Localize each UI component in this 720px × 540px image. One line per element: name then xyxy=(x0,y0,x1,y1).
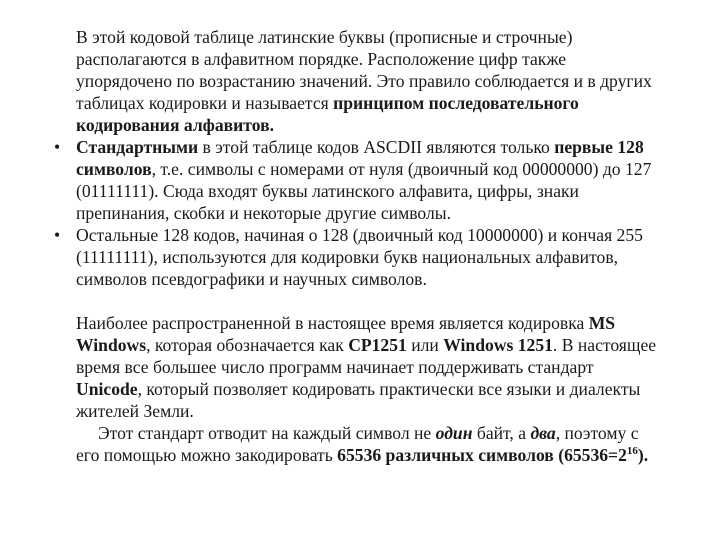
para2-text-1: Наиболее распространенной в настоящее время является кодировка xyxy=(76,313,589,333)
para2-text-2: , которая обозначается как xyxy=(146,335,349,355)
bullet-icon: • xyxy=(54,137,61,157)
encoding-paragraph xyxy=(50,312,660,422)
list-item xyxy=(50,224,660,290)
bullet1-bold-2: первые 128 символов xyxy=(76,137,644,179)
bullet-list xyxy=(50,136,660,290)
para2-text-3: или xyxy=(406,335,444,355)
para3-text-1: Этот стандарт отводит на каждый символ не xyxy=(98,423,436,443)
para3-superscript: 16 xyxy=(626,445,638,458)
bullet1-text-2: , т.е. символы с номерами от нуля (двоичный код 00000000) до 127 (01111111). Сюда входят буквы латинского алфавита, цифры, знаки препинания, скобки и некоторые другие символы. xyxy=(76,159,652,223)
para2-bold-unicode: Unicode xyxy=(76,379,138,399)
para2-bold-ms-windows: MS Windows xyxy=(76,313,616,355)
paragraph-spacer xyxy=(50,290,660,312)
para3-bold-65536: 65536 различных символов (65536=2 xyxy=(337,445,627,465)
intro-text: В этой кодовой таблице латинские буквы (прописные и строчные) располагаются в алфавитном порядке. Расположение цифр также упорядочено по возрастанию значений. Это правило соблюдается и в других таблицах кодировки и называется xyxy=(76,27,652,113)
document-page xyxy=(50,26,660,466)
para3-text-2: байт, а xyxy=(472,423,531,443)
bullet1-bold-1: Стандартными xyxy=(76,137,199,157)
para2-text-4: . В настоящее время все большее число программ начинает поддерживать стандарт xyxy=(76,335,657,377)
para3-text-3: , поэтому с его помощью можно закодировать xyxy=(76,423,639,465)
para3-text-4: ). xyxy=(637,445,649,465)
intro-bold: принципом последовательного кодирования алфавитов. xyxy=(76,93,579,135)
para2-bold-windows1251: Windows 1251 xyxy=(443,335,553,355)
unicode-paragraph xyxy=(50,422,660,466)
para2-bold-cp1251: CP1251 xyxy=(348,335,407,355)
list-item xyxy=(50,136,660,224)
bullet1-text-1: в этой таблице кодов ASCDII являются только xyxy=(198,137,555,157)
bullet2-text: Остальные 128 кодов, начиная о 128 (двоичный код 10000000) и кончая 255 (11111111), используются для кодировки букв национальных алфавитов, символов псевдографики и научных символов. xyxy=(76,225,643,289)
para3-bold-italic-odin: один xyxy=(435,423,473,443)
para2-text-5: , который позволяет кодировать практически все языки и диалекты жителей Земли. xyxy=(76,379,641,421)
intro-paragraph xyxy=(50,26,660,136)
para3-bold-italic-dva: два xyxy=(530,423,556,443)
bullet-icon: • xyxy=(54,225,61,245)
